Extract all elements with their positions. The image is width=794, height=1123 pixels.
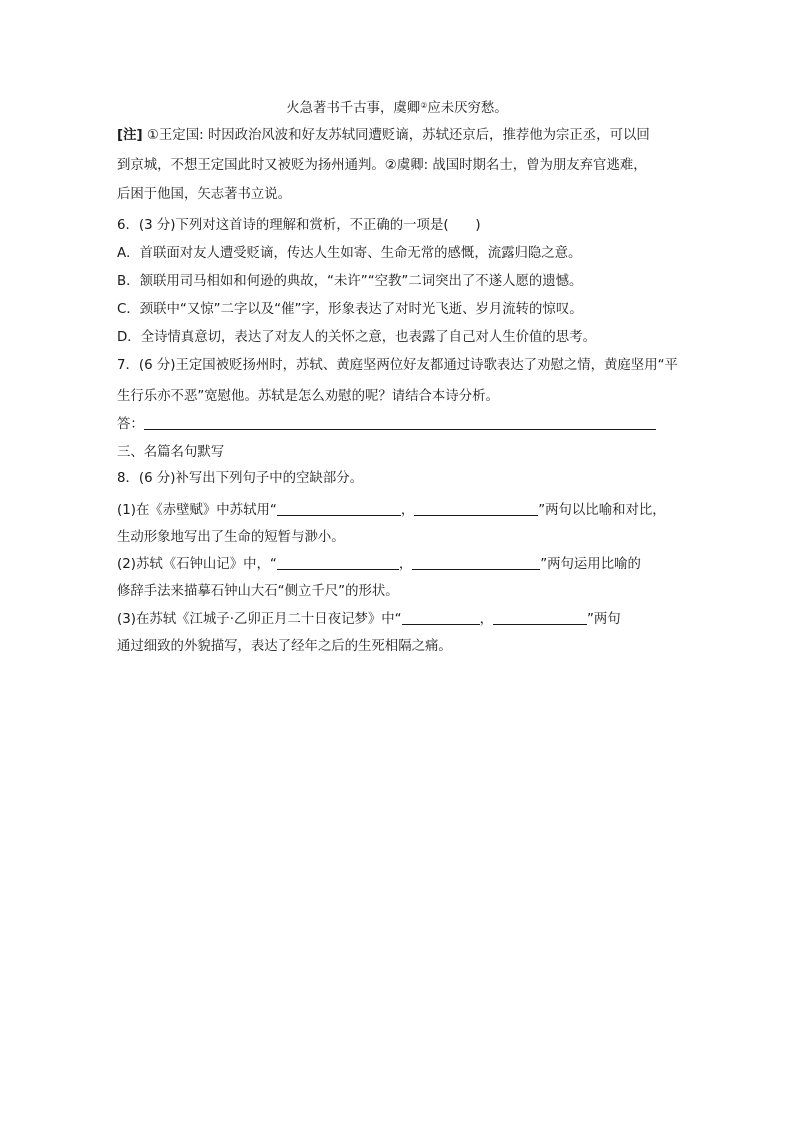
q8-2-blank-1[interactable] (277, 556, 399, 570)
q8-1-text-a: (1)在《赤壁赋》中苏轼用“ (117, 503, 277, 518)
q8-3-sep: ， (479, 612, 493, 627)
notes-text-1: ①王定国: 时因政治风波和好友苏轼同遭贬谪，苏轼还京后，推荐他为宗正丞，可以回 (146, 128, 650, 143)
question-8-3-line-2: 通过细致的外貌描写，表达了经年之后的生死相隔之痛。 (117, 639, 452, 654)
answer-blank[interactable] (144, 416, 656, 430)
question-8-2-line-2: 修辞手法来描摹石钟山大石“侧立千尺”的形状。 (117, 584, 399, 599)
poem-last-line (0, 97, 794, 118)
question-8-stem: 8．(6 分)补写出下列句子中的空缺部分。 (117, 471, 363, 486)
notes-label: [注] (117, 128, 143, 143)
q8-3-blank-2[interactable] (493, 611, 587, 625)
q8-2-text-b: ”两句运用比喻的 (540, 557, 641, 572)
question-7-answer-line (117, 416, 656, 434)
question-8-2-line-1 (117, 556, 641, 574)
question-8-1-line-1 (117, 502, 666, 520)
answer-label: 答： (117, 417, 144, 432)
poem-line-text: 火急著书千古事，虞卿 (286, 101, 421, 116)
q8-1-text-b: ”两句以比喻和对比， (538, 503, 666, 518)
notes-line-3: 后困于他国，矢志著书立说。 (117, 187, 292, 202)
footnote-marker: ② (420, 101, 428, 110)
q8-1-sep: ， (400, 503, 415, 518)
question-7-line-2: 生行乐亦不恶”宽慰他。苏轼是怎么劝慰的呢？请结合本诗分析。 (117, 389, 499, 404)
q8-1-blank-2[interactable] (414, 502, 538, 516)
poem-line-text-end: 应未厌穷愁。 (427, 101, 508, 116)
q8-2-text-a: (2)苏轼《石钟山记》中，“ (117, 557, 277, 572)
question-6-option-d: D．全诗情真意切，表达了对友人的关怀之意，也表露了自己对人生价值的思考。 (117, 330, 596, 345)
question-6-option-b: B．颔联用司马相如和何逊的典故，“未许”“空教”二词突出了不遂人愿的遗憾。 (117, 274, 583, 289)
question-6-stem: 6．(3 分)下列对这首诗的理解和赏析，不正确的一项是( ) (117, 218, 481, 233)
q8-3-text-a: (3)在苏轼《江城子·乙卯正月二十日夜记梦》中“ (117, 612, 402, 627)
question-8-1-line-2: 生动形象地写出了生命的短暂与渺小。 (117, 530, 345, 545)
q8-3-text-b: ”两句 (586, 612, 621, 627)
question-6-option-a: A．首联面对友人遭受贬谪，传达人生如寄、生命无常的感慨，流露归隐之意。 (117, 246, 582, 261)
section-3-heading: 三、名篇名句默写 (117, 445, 225, 460)
question-6-option-c: C．颈联中“又惊”二字以及“催”字，形象表达了对时光飞逝、岁月流转的惊叹。 (117, 302, 583, 317)
q8-2-blank-2[interactable] (412, 556, 540, 570)
notes-line-1 (117, 127, 650, 145)
notes-line-2: 到京城，不想王定国此时又被贬为扬州通判。②虞卿: 战国时期名士，曾为朋友弃官逃难， (117, 158, 647, 173)
question-7-line-1: 7．(6 分)王定国被贬扬州时，苏轼、黄庭坚两位好友都通过诗歌表达了劝慰之情，黄庭坚用“平 (117, 358, 678, 373)
q8-2-sep: ， (398, 557, 413, 572)
q8-1-blank-1[interactable] (277, 502, 401, 516)
q8-3-blank-1[interactable] (402, 611, 480, 625)
question-8-3-line-1 (117, 611, 621, 629)
